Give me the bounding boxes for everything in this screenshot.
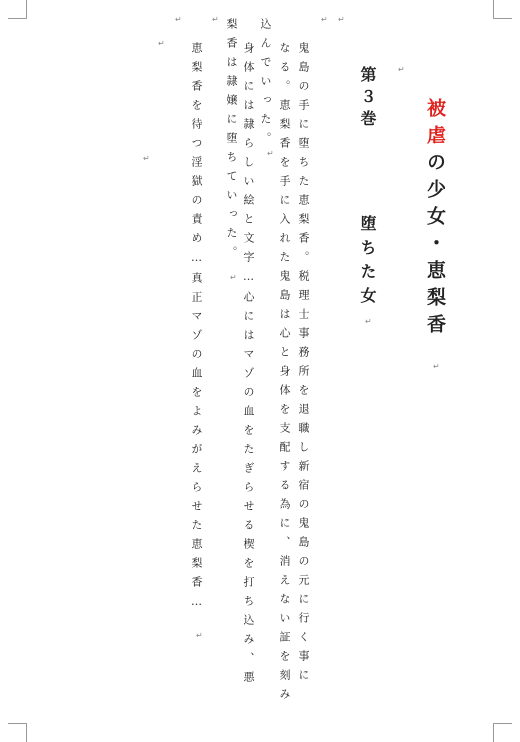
paragraph-mark: ↵ xyxy=(230,273,237,282)
paragraph-mark: ↵ xyxy=(398,65,405,74)
crop-mark-top-right xyxy=(493,0,512,19)
paragraph-mark: ↵ xyxy=(433,362,440,371)
text-column-5: 梨香は隷嬢に堕ちていった。 xyxy=(225,18,238,265)
crop-mark-top-left xyxy=(8,0,27,19)
paragraph-mark: ↵ xyxy=(365,317,372,326)
text-column-2: なる。恵梨香を手に入れた鬼島は心と身体を支配する為に、消えない証を刻み xyxy=(278,42,291,707)
paragraph-mark: ↵ xyxy=(321,15,328,24)
text-column-3: 込んでいった。 xyxy=(259,18,272,151)
crop-mark-bottom-right xyxy=(493,723,512,742)
book-title xyxy=(425,98,444,341)
paragraph-mark: ↵ xyxy=(338,15,345,24)
paragraph-mark: ↵ xyxy=(143,154,150,163)
chapter-subtitle: 堕ちた女 xyxy=(358,215,377,311)
paragraph-mark: ↵ xyxy=(175,15,182,24)
chapter-number: 第３巻 xyxy=(358,66,377,132)
paragraph-mark: ↵ xyxy=(158,39,165,48)
text-column-1: 鬼島の手に堕ちた恵梨香。税理士事務所を退職し新宿の鬼島の元に行く事に xyxy=(297,42,310,688)
title-red-part: 被虐 xyxy=(424,98,446,152)
text-column-4: 身体には隷らしい絵と文字…心にはマゾの血をたぎらせる楔を打ち込み、悪 xyxy=(242,42,255,690)
paragraph-mark: ↵ xyxy=(196,631,203,640)
title-black-part: の少女・恵梨香 xyxy=(424,152,446,341)
crop-mark-bottom-left xyxy=(8,723,27,742)
paragraph-mark: ↵ xyxy=(267,149,274,158)
text-column-6: 恵梨香を待つ淫獄の責め…真正マゾの血をよみがえらせた恵梨香… xyxy=(190,42,203,616)
paragraph-mark: ↵ xyxy=(212,15,219,24)
